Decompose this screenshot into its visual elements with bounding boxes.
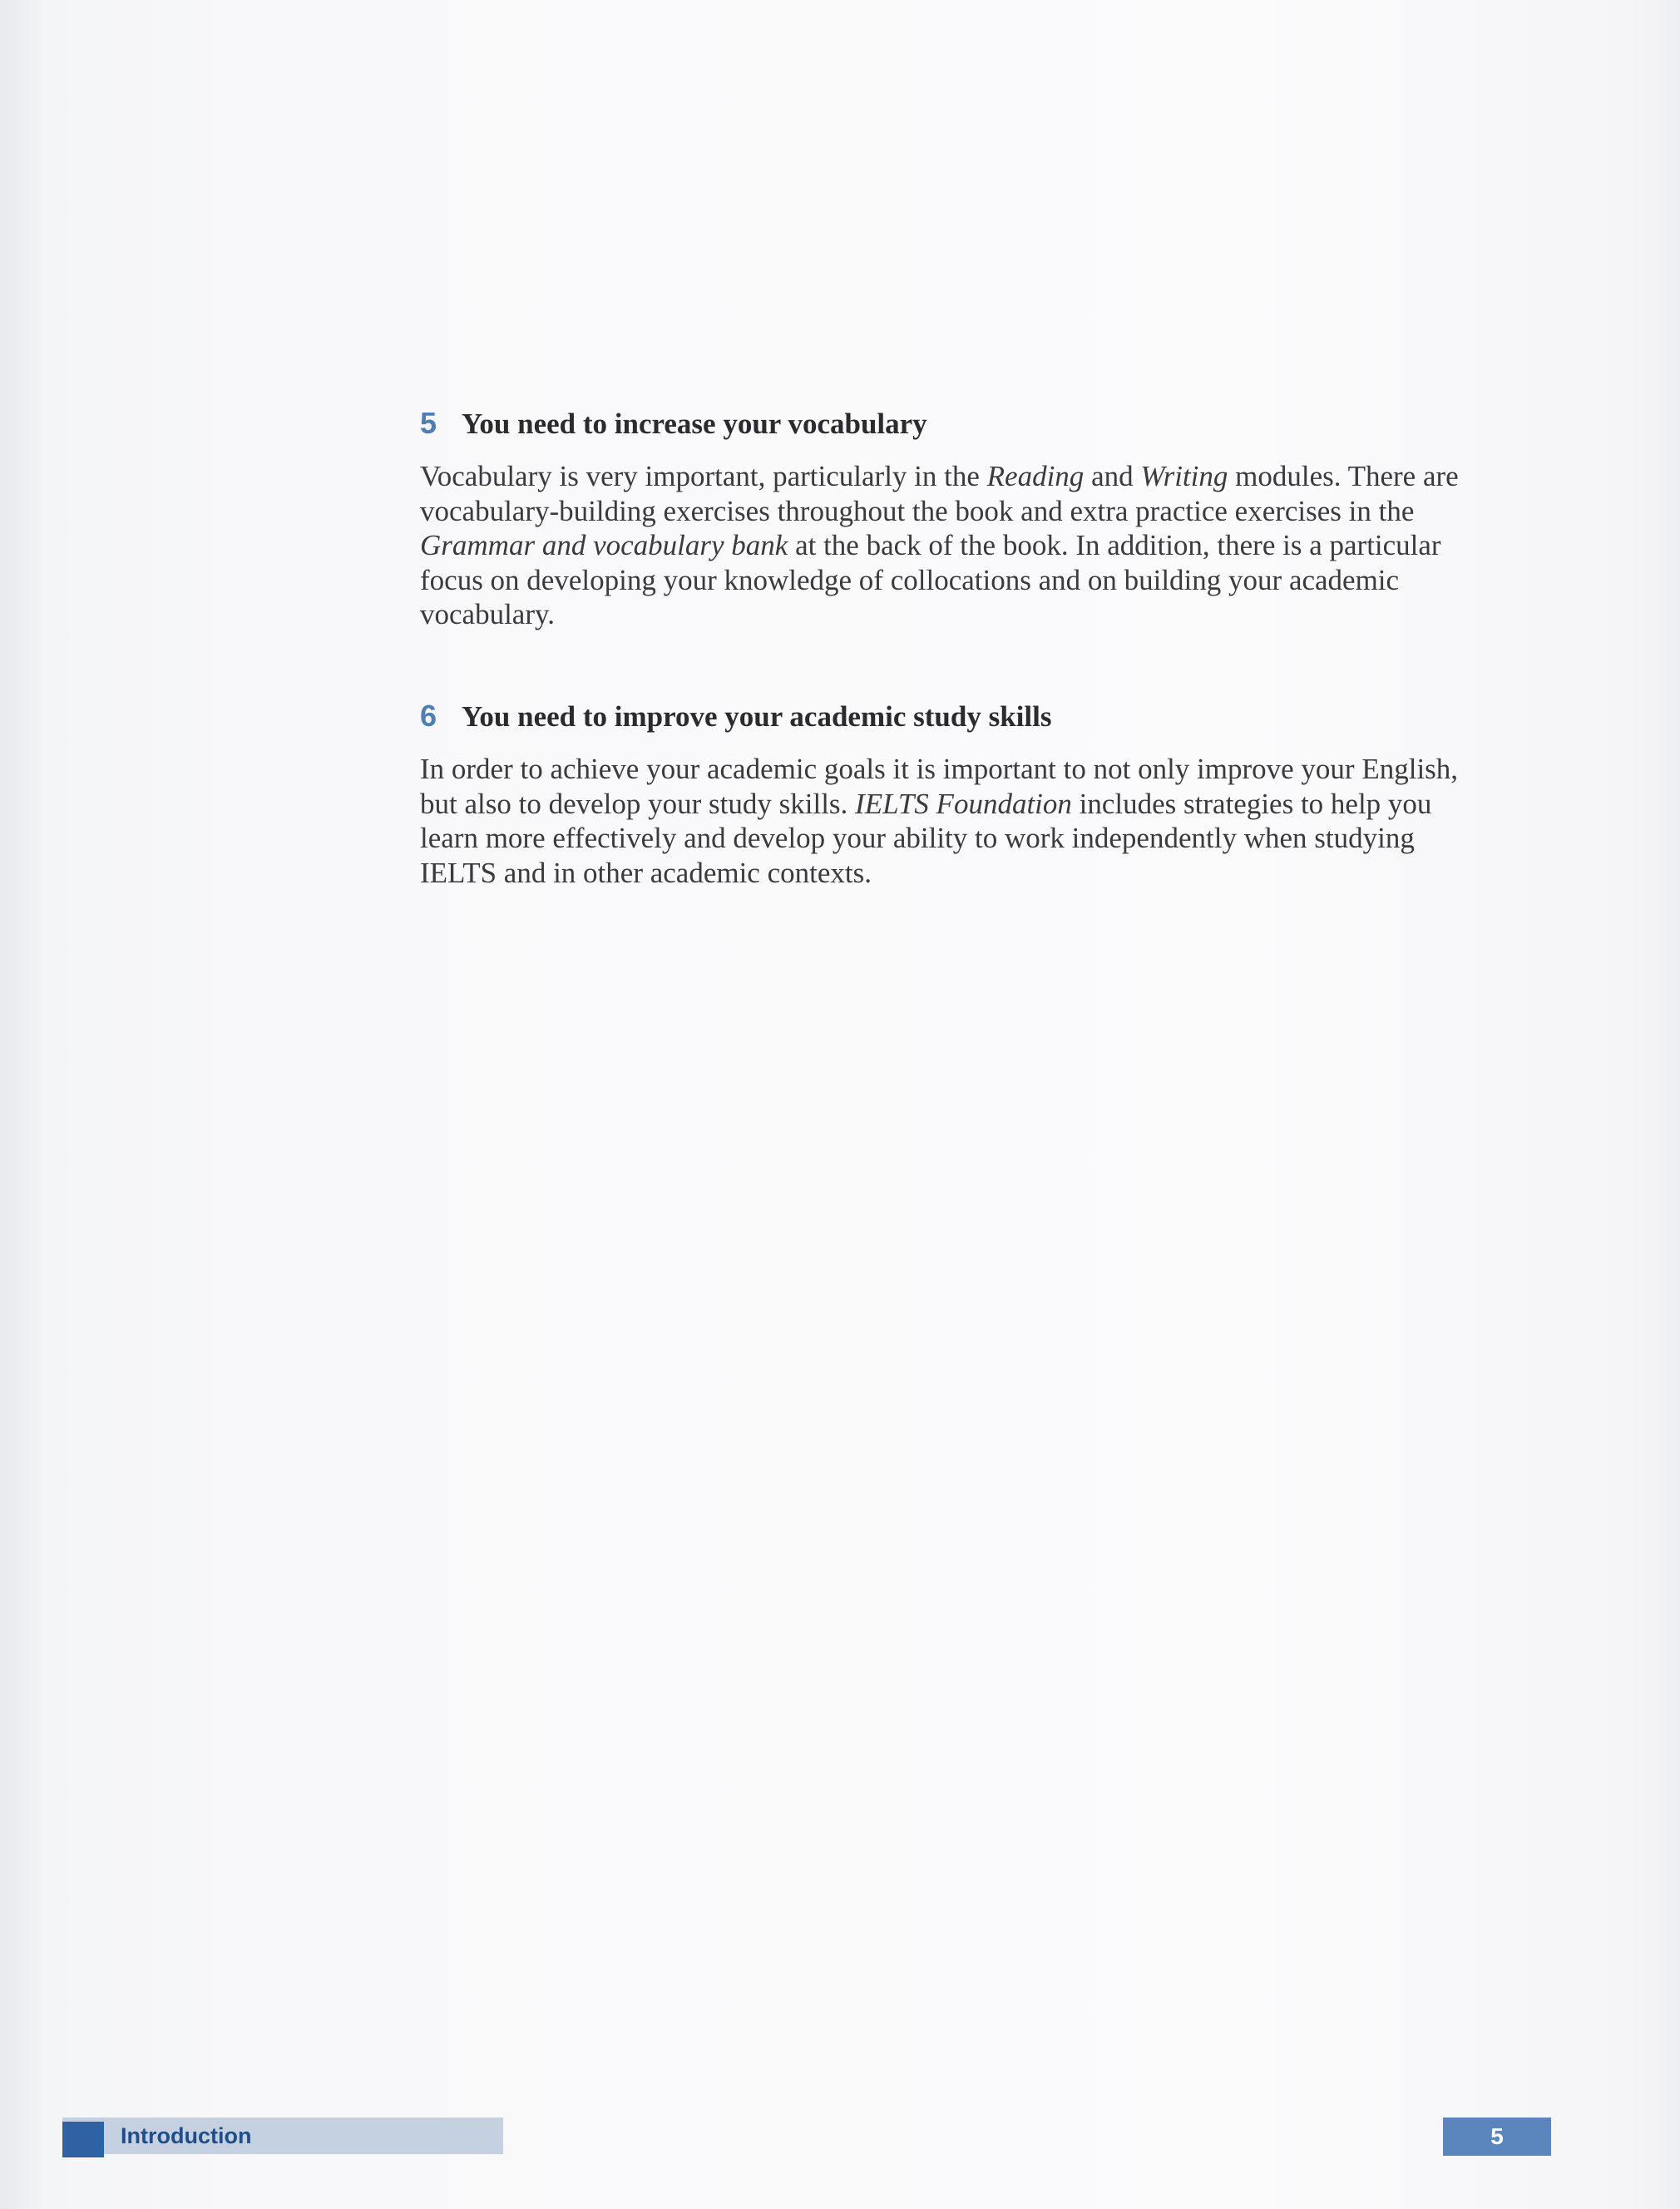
section-vocabulary [420,406,1493,632]
body-text-italic: Writing [1140,460,1228,492]
body-text: Vocabulary is very important, particularly in the [420,460,987,492]
section-heading [420,406,1493,441]
body-text: In order to achieve your academic goals it is important to not only improve your English, but also to develop your study skills. [420,753,1459,820]
body-text-italic: IELTS Foundation [855,787,1072,820]
section-number: 6 [420,699,437,733]
section-title: You need to increase your vocabulary [462,408,927,440]
section-study-skills [420,699,1493,890]
body-text-italic: Reading [986,460,1085,492]
section-title: You need to improve your academic study skills [462,700,1052,733]
footer-section-label: Introduction [121,2123,252,2148]
body-text: at the back of the book. In addition, there is a particular focus on developing your knowledge of collocations and on building your academic vocabulary. [420,529,1441,630]
body-text: and [1084,460,1141,492]
section-body [420,459,1493,632]
page-number: 5 [1443,2118,1551,2156]
section-number: 5 [420,406,437,440]
body-text-italic: Grammar and vocabulary bank [420,529,788,561]
body-text: includes strategies to help you learn more effectively and develop your ability to work independently when studying IELTS and in other academic contexts. [420,787,1432,889]
body-text: modules. There are vocabulary-building exercises throughout the book and extra practice exercises in the [420,460,1459,527]
section-body [420,752,1493,890]
section-heading [420,699,1493,734]
footer-accent-square [62,2122,104,2157]
